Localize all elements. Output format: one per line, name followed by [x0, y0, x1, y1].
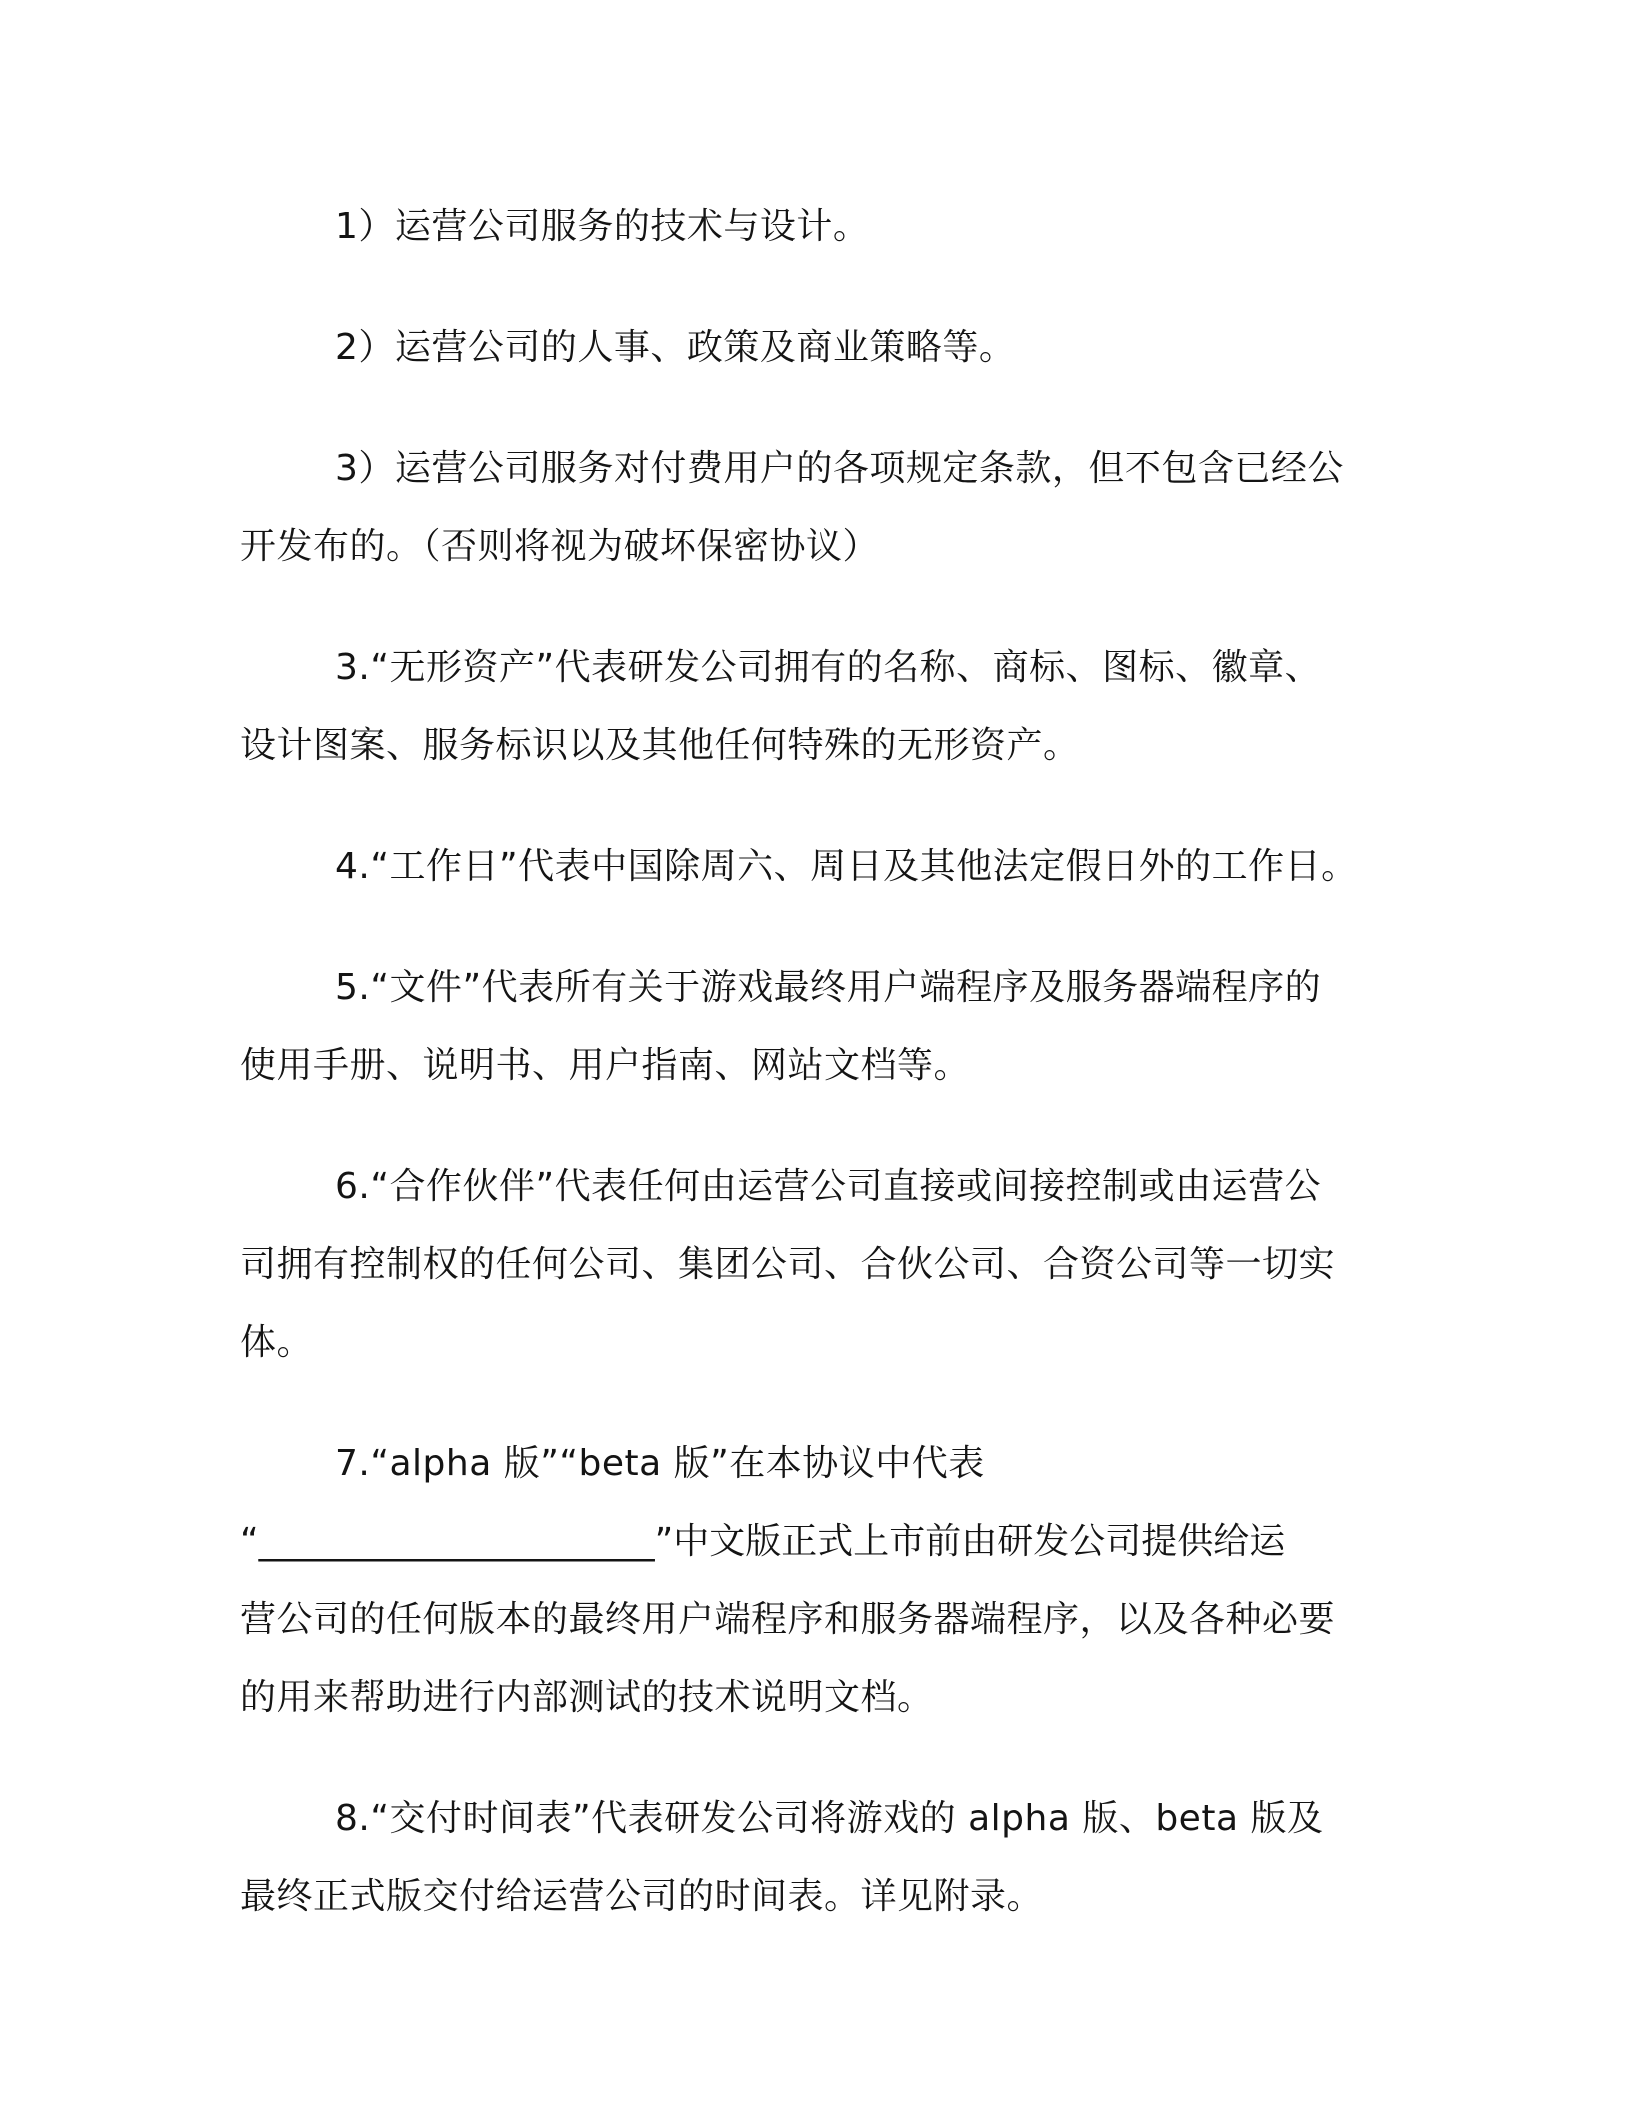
document-body [240, 188, 1390, 1979]
text-line: 开发布的。（否则将视为破坏保密协议） [240, 526, 880, 567]
text-line: 2）运营公司的人事、政策及商业策略等。 [335, 327, 1016, 368]
text-line: 3.“无形资产”代表研发公司拥有的名称、商标、图标、徽章、 [335, 647, 1322, 688]
paragraph-definition-documents [240, 949, 1390, 1105]
paragraph-confidential-item-2 [240, 309, 1390, 387]
paragraph-definition-partner [240, 1148, 1390, 1382]
text-line: 4.“工作日”代表中国除周六、周日及其他法定假日外的工作日。 [335, 846, 1358, 887]
paragraph-definition-working-day [240, 828, 1390, 906]
text-line: 设计图案、服务标识以及其他任何特殊的无形资产。 [240, 725, 1080, 766]
text-line-with-blank: “______________________”中文版正式上市前由研发公司提供给运 [240, 1521, 1286, 1562]
paragraph-confidential-item-3 [240, 430, 1390, 586]
paragraph-confidential-item-1 [240, 188, 1390, 266]
text-line: 8.“交付时间表”代表研发公司将游戏的 alpha 版、beta 版及 [335, 1798, 1324, 1839]
paragraph-definition-alpha-beta [240, 1425, 1390, 1737]
text-line: 体。 [240, 1322, 314, 1363]
paragraph-definition-intangible-assets [240, 629, 1390, 785]
text-line: 6.“合作伙伴”代表任何由运营公司直接或间接控制或由运营公 [335, 1166, 1322, 1207]
paragraph-definition-delivery-schedule [240, 1780, 1390, 1936]
text-line: 1）运营公司服务的技术与设计。 [335, 206, 870, 247]
text-line: 司拥有控制权的任何公司、集团公司、合伙公司、合资公司等一切实 [240, 1244, 1336, 1285]
text-line: 最终正式版交付给运营公司的时间表。详见附录。 [240, 1876, 1044, 1917]
text-line: 的用来帮助进行内部测试的技术说明文档。 [240, 1677, 934, 1718]
text-line: 7.“alpha 版”“beta 版”在本协议中代表 [335, 1443, 985, 1484]
text-line: 使用手册、说明书、用户指南、网站文档等。 [240, 1045, 971, 1086]
text-line: 营公司的任何版本的最终用户端程序和服务器端程序，以及各种必要 [240, 1599, 1336, 1640]
text-line: 3）运营公司服务对付费用户的各项规定条款，但不包含已经公 [335, 448, 1344, 489]
text-line: 5.“文件”代表所有关于游戏最终用户端程序及服务器端程序的 [335, 967, 1322, 1008]
